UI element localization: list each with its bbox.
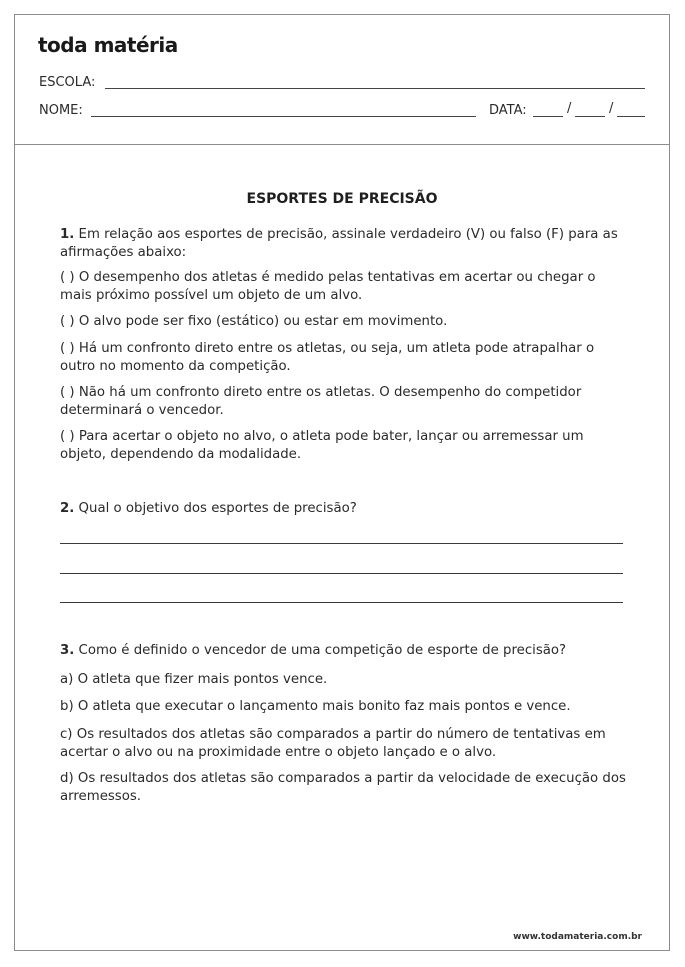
date-month-field[interactable] (575, 116, 605, 117)
answer-option[interactable]: c) Os resultados dos atletas são comparados a partir do número de tentativas em acertar o alvo ou na proximidade entre o objeto lançado e o alvo. (60, 727, 606, 760)
brand-logo: toda matéria (38, 33, 178, 57)
true-false-item[interactable]: ( ) Há um confronto direto entre os atletas, ou seja, um atleta pode atrapalhar o outro no momento da competição. (60, 341, 595, 374)
name-label: NOME: (39, 103, 83, 118)
question-text: Como é definido o vencedor de uma competição de esporte de precisão? (78, 643, 567, 658)
answer-option[interactable]: d) Os resultados dos atletas são comparados a partir da velocidade de execução dos arremessos. (60, 771, 626, 804)
school-field[interactable] (105, 88, 645, 89)
true-false-item[interactable]: ( ) Não há um confronto direto entre os atletas. O desempenho do competidor determinará o vencedor. (60, 385, 582, 418)
question-text: Em relação aos esportes de precisão, assinale verdadeiro (V) ou falso (F) para as afirmações abaixo: (60, 227, 618, 260)
answer-line[interactable] (60, 573, 623, 574)
question-number: 1. (60, 227, 75, 242)
website-link[interactable]: www.todamateria.com.br (513, 932, 642, 942)
worksheet-title: ESPORTES DE PRECISÃO (246, 191, 438, 207)
school-label: ESCOLA: (39, 75, 96, 90)
answer-line[interactable] (60, 602, 623, 603)
date-year-field[interactable] (617, 116, 645, 117)
worksheet-page (14, 14, 670, 951)
question-2-prompt (60, 500, 630, 518)
question-number: 2. (60, 501, 75, 516)
true-false-item[interactable]: ( ) Para acertar o objeto no alvo, o atleta pode bater, lançar ou arremessar um objeto, dependendo da modalidade. (60, 429, 584, 462)
question-text: Qual o objetivo dos esportes de precisão? (78, 501, 357, 516)
date-day-field[interactable] (533, 116, 563, 117)
date-separator: / (609, 101, 614, 116)
question-3-prompt (60, 642, 630, 660)
worksheet-header (15, 15, 669, 145)
date-label: DATA: (489, 103, 527, 118)
name-field[interactable] (91, 116, 476, 117)
answer-option[interactable]: a) O atleta que fizer mais pontos vence. (60, 672, 328, 687)
true-false-item[interactable]: ( ) O desempenho dos atletas é medido pelas tentativas em acertar ou chegar o mais próximo possível um objeto de um alvo. (60, 270, 596, 303)
answer-option[interactable]: b) O atleta que executar o lançamento mais bonito faz mais pontos e vence. (60, 699, 571, 714)
date-separator: / (567, 101, 572, 116)
true-false-item[interactable]: ( ) O alvo pode ser fixo (estático) ou estar em movimento. (60, 314, 448, 329)
question-1-prompt (60, 226, 630, 261)
question-number: 3. (60, 643, 75, 658)
answer-line[interactable] (60, 543, 623, 544)
